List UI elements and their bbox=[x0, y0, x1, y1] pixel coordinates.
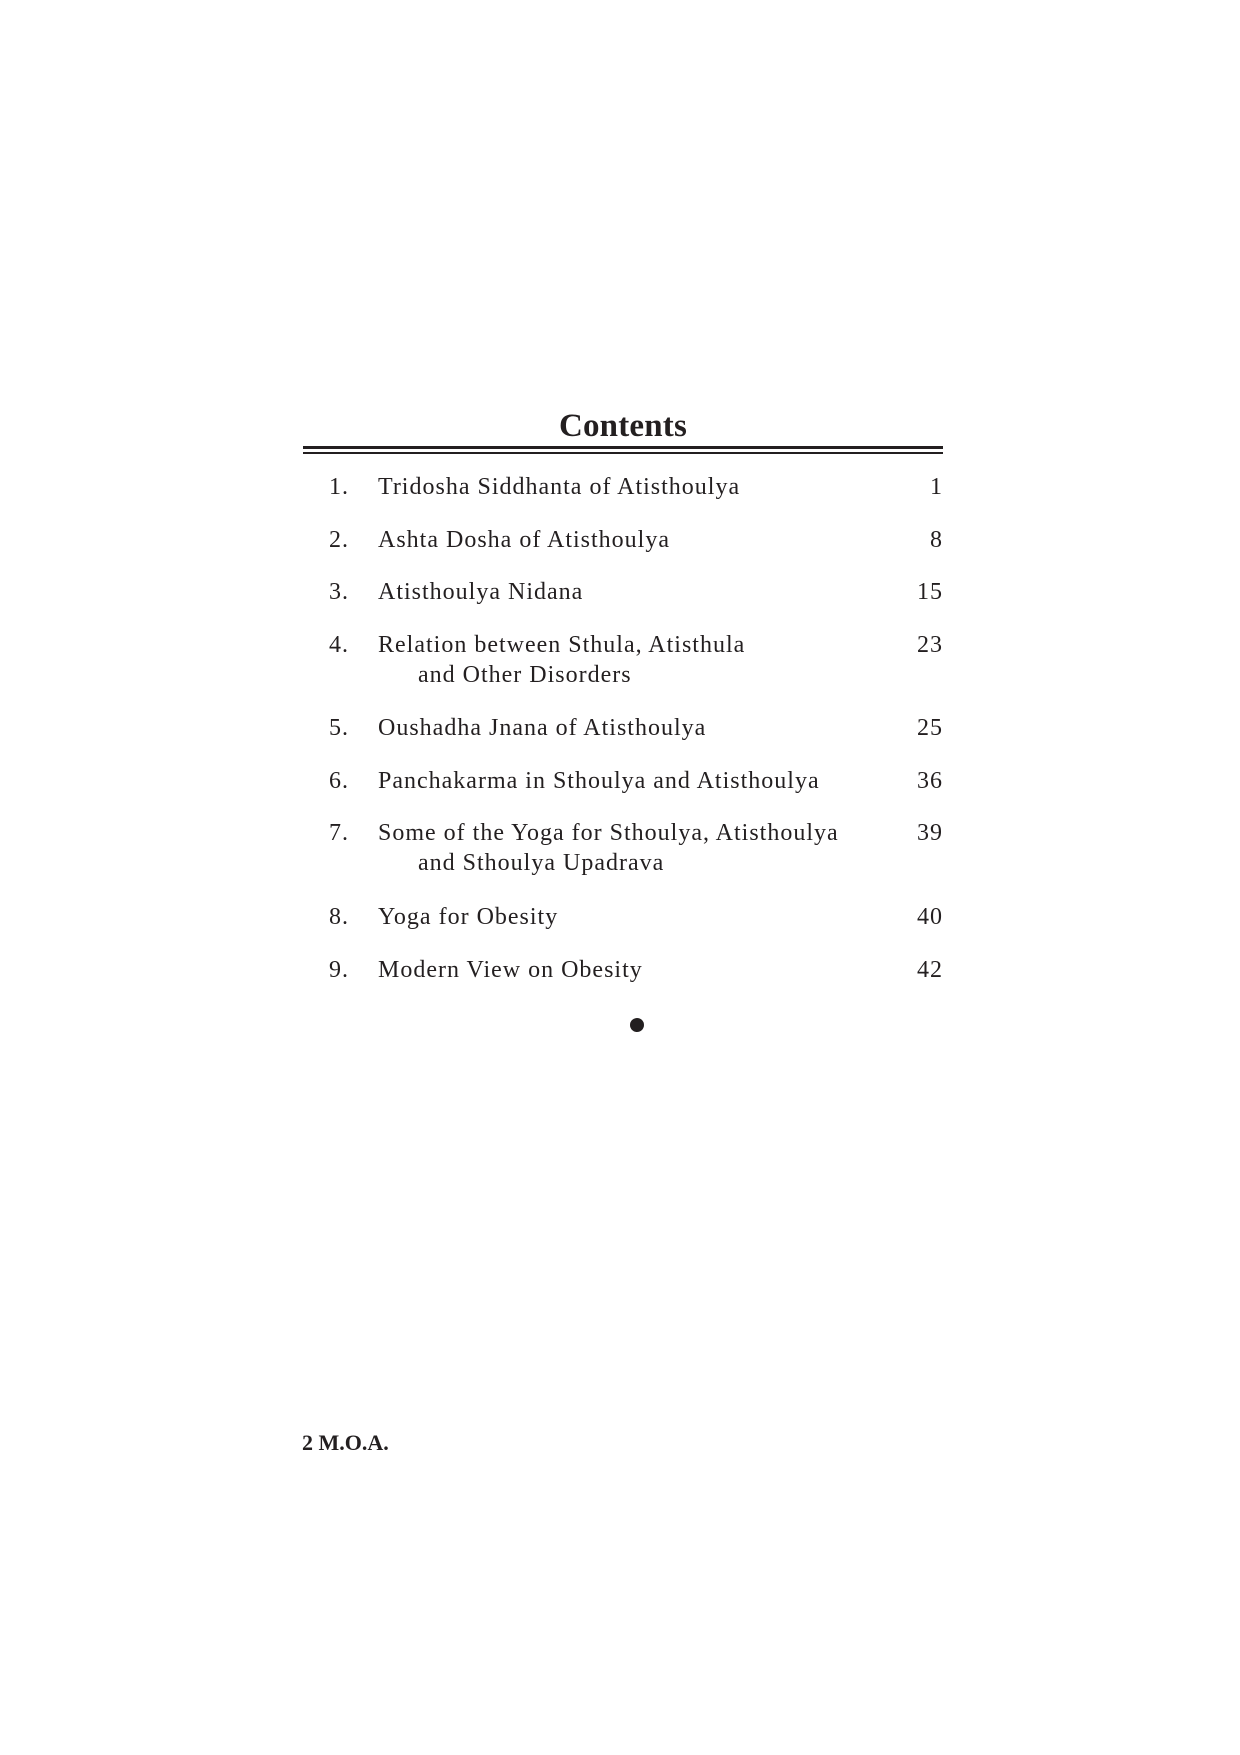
entry-page-number: 15 bbox=[917, 579, 943, 605]
entry-number: 3. bbox=[329, 579, 349, 605]
entry-number: 4. bbox=[329, 632, 349, 658]
entry-page-number: 23 bbox=[917, 632, 943, 658]
entry-title-line2: and Other Disorders bbox=[418, 662, 632, 688]
entry-page-number: 40 bbox=[917, 904, 943, 930]
entry-title-line1: Yoga for Obesity bbox=[378, 904, 559, 930]
signature-mark: 2 M.O.A. bbox=[302, 1430, 389, 1455]
entry-number: 9. bbox=[329, 957, 349, 983]
entry-number: 1. bbox=[329, 474, 349, 500]
entry-number: 5. bbox=[329, 715, 349, 741]
entry-title-line1: Modern View on Obesity bbox=[378, 957, 643, 983]
entry-page-number: 42 bbox=[917, 957, 943, 983]
entry-page-number: 36 bbox=[917, 768, 943, 794]
entry-title-line1: Atisthoulya Nidana bbox=[378, 579, 584, 605]
entry-number: 2. bbox=[329, 527, 349, 553]
entry-title-line1: Oushadha Jnana of Atisthoulya bbox=[378, 715, 707, 741]
entry-title bbox=[378, 713, 868, 743]
entry-title bbox=[378, 472, 868, 502]
entry-title bbox=[378, 818, 868, 878]
entry-page-number: 8 bbox=[930, 527, 943, 553]
title-rule-thick bbox=[303, 446, 943, 449]
entry-title bbox=[378, 766, 868, 796]
entry-title-line1: Panchakarma in Sthoulya and Atisthoulya bbox=[378, 768, 820, 794]
entry-page-number: 25 bbox=[917, 715, 943, 741]
entry-title-line2: and Sthoulya Upadrava bbox=[418, 850, 665, 876]
entry-title bbox=[378, 525, 868, 555]
entry-title-line1: Ashta Dosha of Atisthoulya bbox=[378, 527, 670, 553]
entry-page-number: 39 bbox=[917, 820, 943, 846]
entry-title-line1: Relation between Sthula, Atisthula bbox=[378, 632, 746, 658]
entry-number: 6. bbox=[329, 768, 349, 794]
page-title: Contents bbox=[558, 408, 688, 444]
entry-title bbox=[378, 902, 868, 932]
entry-number: 7. bbox=[329, 820, 349, 846]
title-rule-thin bbox=[303, 452, 943, 454]
entry-title bbox=[378, 630, 868, 690]
end-bullet-icon bbox=[630, 1018, 644, 1032]
entry-number: 8. bbox=[329, 904, 349, 930]
entry-title-line1: Some of the Yoga for Sthoulya, Atisthoulya bbox=[378, 820, 839, 846]
entry-title bbox=[378, 577, 868, 607]
entry-title bbox=[378, 955, 868, 985]
entry-page-number: 1 bbox=[930, 474, 943, 500]
entry-title-line1: Tridosha Siddhanta of Atisthoulya bbox=[378, 474, 741, 500]
